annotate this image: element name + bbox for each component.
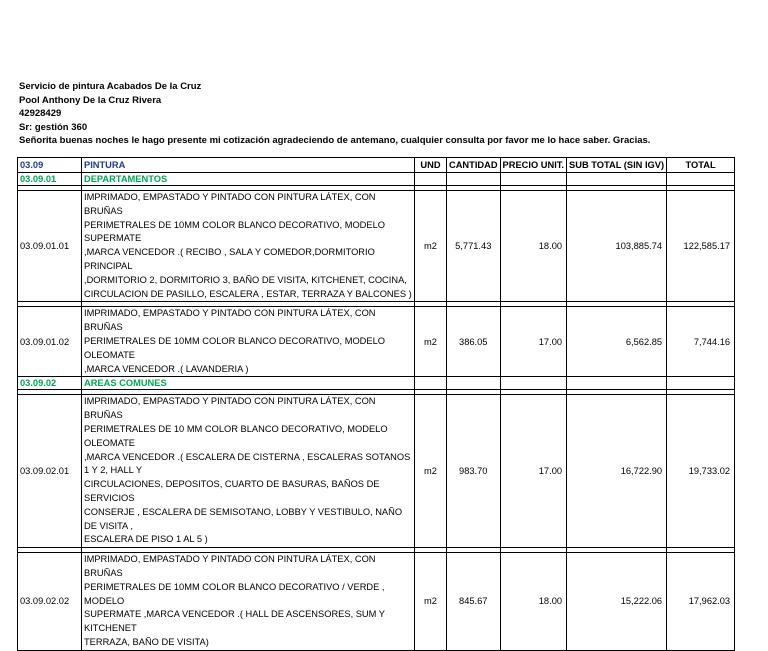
item-total: 122,585.17 xyxy=(667,191,735,302)
item-cantidad: 386.05 xyxy=(447,307,501,377)
item-code: 03.09.02.02 xyxy=(18,553,82,651)
item-precio: 17.00 xyxy=(500,395,566,548)
item-code: 03.09.01.01 xyxy=(18,191,82,302)
item-description: IMPRIMADO, EMPASTADO Y PINTADO CON PINTURA LÁTEX, CON BRUÑAS PERIMETRALES DE 10MM COLOR BLANCO DECORATIVO, MODELO OLEOMATE ,MARCA VENCEDOR .( LAVANDERIA ) xyxy=(82,307,415,377)
item-description: IMPRIMADO, EMPASTADO Y PINTADO CON PINTURA LÁTEX, CON BRUÑAS PERIMETRALES DE 10MM COLOR BLANCO DECORATIVO / VERDE , MODELO SUPERMATE ,MARCA VENCEDOR .( HALL DE ASCENSORES, SUM Y KITCHENET TERRAZA, BAÑO DE VISITA) xyxy=(82,553,415,651)
document-header xyxy=(19,80,650,148)
item-subtotal: 6,562.85 xyxy=(567,307,667,377)
section-code: 03.09.02 xyxy=(18,377,82,390)
section-row xyxy=(18,173,735,186)
table-row xyxy=(18,307,735,377)
item-und: m2 xyxy=(415,395,447,548)
item-und: m2 xyxy=(415,553,447,651)
item-total: 7,744.16 xyxy=(667,307,735,377)
item-code: 03.09.02.01 xyxy=(18,395,82,548)
item-precio: 17.00 xyxy=(500,307,566,377)
greeting-message: Señorita buenas noches le hago presente mi cotización agradeciendo de antemano, cualquier consulta por favor me lo hace saber. Gracias. xyxy=(19,135,651,147)
item-precio: 18.00 xyxy=(500,191,566,302)
section-title: AREAS COMUNES xyxy=(82,377,415,390)
section-code: 03.09.01 xyxy=(18,173,82,186)
item-total: 19,733.02 xyxy=(667,395,735,548)
col-header-cantidad: CANTIDAD xyxy=(447,158,501,173)
chapter-code: 03.09 xyxy=(18,158,82,173)
recipient: Sr: gestión 360 xyxy=(19,121,88,133)
col-header-und: UND xyxy=(415,158,447,173)
contractor-name: Pool Anthony De la Cruz Rivera xyxy=(19,94,162,106)
col-header-precio: PRECIO UNIT. xyxy=(500,158,566,173)
chapter-title: PINTURA xyxy=(82,158,415,173)
document-id: 42928429 xyxy=(19,108,62,120)
quotation-table xyxy=(17,157,735,651)
item-total: 17,962.03 xyxy=(667,553,735,651)
item-description: IMPRIMADO, EMPASTADO Y PINTADO CON PINTURA LÁTEX, CON BRUÑAS PERIMETRALES DE 10MM COLOR BLANCO DECORATIVO, MODELO SUPERMATE ,MARCA VENCEDOR .( RECIBO , SALA Y COMEDOR,DORMITORIO PRINCIPAL ,DORMITORIO 2, DORMITORIO 3, BAÑO DE VISITA, KITCHENET, COCINA, CIRCULACION DE PASILLO, ESCALERA , ESTAR, TERRAZA Y BALCONES ) xyxy=(82,191,415,302)
item-precio: 18.00 xyxy=(500,553,566,651)
item-description: IMPRIMADO, EMPASTADO Y PINTADO CON PINTURA LÁTEX, CON BRUÑAS PERIMETRALES DE 10 MM COLOR BLANCO DECORATIVO, MODELO OLEOMATE ,MARCA VENCEDOR .( ESCALERA DE CISTERNA , ESCALERAS SOTANOS 1 Y 2, HALL Y CIRCULACIONES, DEPOSITOS, CUARTO DE BASURAS, BAÑOS DE SERVICIOS CONSERJE , ESCALERA DE SEMISOTANO, LOBBY Y VESTIBULO, NAÑO DE VISITA , ESCALERA DE PISO 1 AL 5 ) xyxy=(82,395,415,548)
section-title: DEPARTAMENTOS xyxy=(82,173,415,186)
item-subtotal: 16,722.90 xyxy=(567,395,667,548)
section-row xyxy=(18,377,735,390)
item-cantidad: 845.67 xyxy=(447,553,501,651)
item-und: m2 xyxy=(415,307,447,377)
col-header-subtotal: SUB TOTAL (SIN IGV) xyxy=(567,158,667,173)
item-cantidad: 5,771.43 xyxy=(447,191,501,302)
table-row xyxy=(18,395,735,548)
item-code: 03.09.01.02 xyxy=(18,307,82,377)
item-subtotal: 103,885.74 xyxy=(567,191,667,302)
table-row xyxy=(18,191,735,302)
item-subtotal: 15,222.06 xyxy=(567,553,667,651)
item-cantidad: 983.70 xyxy=(447,395,501,548)
item-und: m2 xyxy=(415,191,447,302)
table-row xyxy=(18,553,735,651)
table-header-row xyxy=(18,158,735,173)
col-header-total: TOTAL xyxy=(667,158,735,173)
company-name: Servicio de pintura Acabados De la Cruz xyxy=(19,81,202,92)
